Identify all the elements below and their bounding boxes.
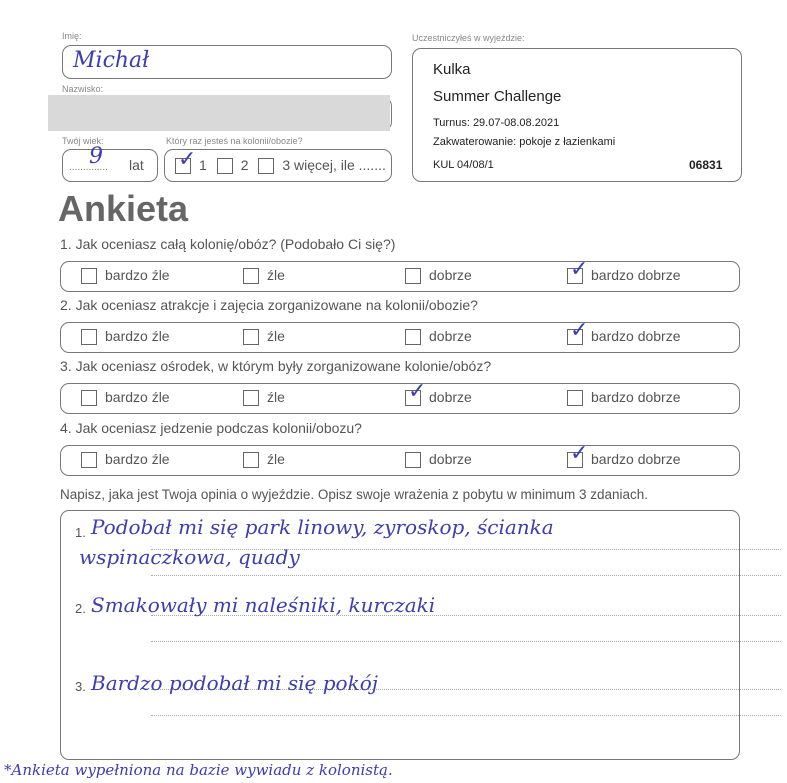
survey-title: Ankieta [58,188,189,229]
answer-option[interactable] [243,451,285,468]
answer-option[interactable] [405,267,472,284]
opinion-line-2a: Smakowały mi naleśniki, kurczaki [91,593,436,617]
answer-option-label: źle [267,389,285,405]
participant-name: Kulka [433,61,471,78]
participant-label: Uczestniczyłeś w wyjeździe: [412,33,525,43]
answer-checkbox[interactable] [81,390,97,406]
redaction-bar [48,95,390,131]
first-name-field[interactable] [62,45,392,79]
writing-line [151,641,781,642]
opinion-box[interactable] [60,510,740,760]
answer-option[interactable] [243,267,285,284]
answer-checkbox[interactable] [405,378,427,406]
first-name-value: Michał [73,48,150,73]
times-checkbox-2[interactable] [217,158,233,174]
answer-checkbox[interactable] [405,452,421,468]
opinion-num-1: 1. [75,525,86,540]
question-text: 1. Jak oceniasz całą kolonię/obóz? (Podobało Ci się?) [60,236,396,252]
answer-option-label: źle [267,451,285,467]
accommodation: Zakwaterowanie: pokoje z łazienkami [433,136,616,148]
opinion-num-2: 2. [75,601,86,616]
answer-checkbox[interactable] [567,317,589,345]
times-field[interactable] [164,146,392,182]
answer-option-label: dobrze [429,451,472,467]
opinion-line-1b: wspinaczkowa, quady [79,545,300,569]
answer-row [60,440,740,476]
answer-checkbox[interactable] [81,329,97,345]
answer-option[interactable] [81,389,170,406]
age-suffix: lat [129,157,144,173]
last-name-label: Nazwisko: [62,84,104,94]
check-mark-icon: ✓ [570,317,589,343]
answer-option-label: bardzo źle [105,328,170,344]
turnus: Turnus: 29.07-08.08.2021 [433,117,560,129]
answer-row [60,256,740,292]
answer-option-label: bardzo dobrze [591,451,681,467]
answer-option-label: dobrze [429,328,472,344]
answer-option[interactable] [405,328,472,345]
answer-checkbox[interactable] [243,268,259,284]
answer-option-label: bardzo dobrze [591,328,681,344]
question-text: 2. Jak oceniasz atrakcje i zajęcia zorganizowane na kolonii/obozie? [60,297,478,313]
answer-option-label: bardzo dobrze [591,389,681,405]
answer-option[interactable] [81,267,170,284]
answer-option[interactable] [81,451,170,468]
check-mark-icon: ✓ [408,378,427,404]
form-number: 06831 [689,158,723,172]
answer-checkbox[interactable] [567,440,589,468]
answer-option-label: źle [267,328,285,344]
answer-option[interactable] [405,451,472,468]
footnote: *Ankieta wypełniona na bazie wywiadu z kolonistą. [4,761,393,779]
answer-checkbox[interactable] [405,268,421,284]
age-dots: .............. [69,162,108,173]
check-mark-icon: ✓ [570,256,589,282]
participant-card [412,48,742,182]
age-value: 9 [89,144,103,169]
times-checkbox-3[interactable] [258,158,274,174]
answer-checkbox[interactable] [243,452,259,468]
first-name-label: Imię: [62,31,82,41]
answer-option-label: źle [267,267,285,283]
answer-checkbox[interactable] [567,256,589,284]
camp-name: Summer Challenge [433,88,562,105]
age-label: Twój wiek: [62,136,104,146]
question-text: 3. Jak oceniasz ośrodek, w którym były zorganizowane kolonie/obóz? [60,358,492,374]
answer-option[interactable] [567,256,681,284]
answer-option-label: dobrze [429,389,472,405]
answer-checkbox[interactable] [243,390,259,406]
times-label: Który raz jesteś na kolonii/obozie? [166,136,303,146]
writing-line [151,715,781,716]
opinion-prompt: Napisz, jaka jest Twoja opinia o wyjeździe. Opisz swoje wrażenia z pobytu w minimum 3 zdaniach. [60,487,649,502]
answer-checkbox[interactable] [243,329,259,345]
answer-option[interactable] [243,328,285,345]
answer-row [60,317,740,353]
answer-option[interactable] [567,317,681,345]
answer-option[interactable] [567,389,681,406]
answer-option-label: bardzo źle [105,389,170,405]
opinion-line-1a: Podobał mi się park linowy, zyroskop, ścianka [91,515,554,539]
answer-checkbox[interactable] [81,268,97,284]
answer-option-label: bardzo źle [105,451,170,467]
question-text: 4. Jak oceniasz jedzenie podczas kolonii/obozu? [60,420,362,436]
check-mark-icon: ✓ [570,440,589,466]
opinion-line-3a: Bardzo podobał mi się pokój [91,671,378,695]
answer-option[interactable] [567,440,681,468]
answer-option[interactable] [81,328,170,345]
times-options: ✓ 1 2 3 więcej, ile ....... [175,157,386,174]
answer-checkbox[interactable] [567,390,583,406]
answer-row [60,378,740,414]
answer-checkbox[interactable] [81,452,97,468]
opinion-num-3: 3. [75,679,86,694]
times-checkbox-1[interactable]: ✓ [175,158,191,174]
answer-option-label: dobrze [429,267,472,283]
answer-option-label: bardzo źle [105,267,170,283]
group-code: KUL 04/08/1 [433,159,494,171]
age-field[interactable] [62,144,158,182]
writing-line [151,575,781,576]
answer-option[interactable] [405,378,472,406]
answer-checkbox[interactable] [405,329,421,345]
answer-option-label: bardzo dobrze [591,267,681,283]
answer-option[interactable] [243,389,285,406]
